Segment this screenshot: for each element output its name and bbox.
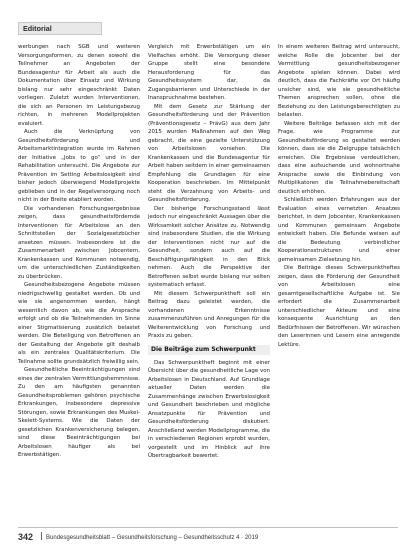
- body-paragraph: Schließlich werden Erfahrungen aus der Evaluation eines vernetzten Ansatzes berichtet, in dem Jobcenter, Krankenkassen und Kommunen gemeinsam Angebote entwickelt haben. Die Befunde weisen auf die Bedeutung verbindlicher Kooperationsstrukturen und einer gemeinsamen Zielsetzung hin.: [278, 197, 400, 263]
- body-paragraph: Auch die Verknüpfung von Gesundheitsförderung und Arbeitsmarktintegration wurde im Rahmen der Initiative „Jobs to go“ und in der Rehabilitation untersucht. Die Angebote zur Prävention im Setting Arbeitslosigkeit sind bisher jedoch überwiegend Modellprojekte geblieben und in der Regelversorgung noch nicht in der Breite etabliert worden.: [18, 129, 140, 203]
- body-paragraph: werbungen nach SGB und weiteren Versorgungsformen, zu denen sowohl die Teilnehmer an Angeboten der Bundesagentur für Arbeit als auch die Dokumentation über Einsatz und Wirkung bislang nur sehr eingeschränkt Daten vorliegen. Zuletzt wurden Interventionen, die sich an Personen im Leistungsbezug richten, in mehreren Modellprojekten evaluiert.: [18, 44, 140, 127]
- footer-divider: [18, 527, 398, 528]
- text-column-1: [18, 43, 140, 523]
- journal-citation: Bundesgesundheitsblatt – Gesundheitsforschung – Gesundheitsschutz 4 · 2019: [46, 535, 259, 541]
- text-column-3: [278, 43, 400, 523]
- body-paragraph: Mit dem Gesetz zur Stärkung der Gesundheitsförderung und der Prävention (Präventionsgesetz – PrävG) aus dem Jahr 2015 wurden Maßnahmen auf den Weg gebracht, die eine gezielte Unterstützung von Arbeitslosen vorsehen. Die Krankenkassen und die Bundesagentur für Arbeit haben seitdem in einer gemeinsamen Empfehlung die Grundlagen für eine Kooperation beschrieben. Im Mittelpunkt steht die Verzahnung von Arbeits- und Gesundheitsförderung.: [148, 103, 270, 203]
- body-paragraph: Die Beiträge dieses Schwerpunktheftes zeigen, dass die Förderung der Gesundheit von Arbeitslosen eine gesamtgesellschaftliche Aufgabe ist. Sie erfordert die Zusammenarbeit unterschiedlicher Akteure und eine konsequente Ausrichtung an den Bedürfnissen der Betroffenen. Wir wünschen den Leserinnen und Lesern eine anregende Lektüre.: [278, 265, 400, 348]
- section-heading: Die Beiträge zum Schwerpunkt: [148, 345, 270, 355]
- body-paragraph: Mit diesem Schwerpunktheft soll ein Beitrag dazu geleistet werden, die vorhandenen Erkenntnisse zusammenzuführen und Anregungen für die Weiterentwicklung von Forschung und Praxis zu geben.: [148, 290, 270, 339]
- body-paragraph: Die vorhandenen Forschungsergebnisse zeigen, dass gesundheitsfördernde Interventionen für Arbeitslose an den Schnittstellen der Sozialgesetzbücher ansetzen müssen. Insbesondere ist die Zusammenarbeit zwischen Jobcentern, Krankenkassen und Kommunen notwendig, um die unterschiedlichen Zuständigkeiten zu überbrücken.: [18, 205, 140, 280]
- body-paragraph: Gesundheitsbezogene Angebote müssen niedrigschwellig gestaltet werden. Ob und wie sie angenommen werden, hängt wesentlich davon ab, wie die Ansprache erfolgt und ob die Teilnehmenden im Sinne einer Stigmatisierung zusätzlich belastet werden. Die Beteiligung von Betroffenen an der Gestaltung der Angebote gilt deshalb als ein zentrales Qualitätskriterium. Die Teilnahme sollte grundsätzlich freiwillig sein.: [18, 282, 140, 365]
- body-paragraph: Das Schwerpunktheft beginnt mit einer Übersicht über die gesundheitliche Lage von Arbeitslosen in Deutschland. Auf Grundlage aktueller Daten werden die Zusammenhänge zwischen Erwerbslosigkeit und Gesundheit beschrieben und mögliche Ansatzpunkte für Prävention und Gesundheitsförderung diskutiert. Anschließend werden Modellprogramme, die in verschiedenen Regionen erprobt wurden, vorgestellt und im Hinblick auf ihre Übertragbarkeit bewertet.: [148, 359, 270, 459]
- text-column-2: [148, 43, 270, 523]
- page-footer: [18, 531, 398, 543]
- section-tag: Editorial: [18, 22, 102, 35]
- footer-separator: [41, 532, 42, 540]
- body-paragraph: Weitere Beiträge befassen sich mit der Frage, wie Programme zur Gesundheitsförderung so gestaltet werden können, dass sie die Zielgruppe tatsächlich erreichen. Die Ergebnisse verdeutlichen, dass eine aufsuchende und wohnortnahe Ansprache sowie die Einbindung von Multiplikatoren die Teilnahmebereitschaft deutlich erhöhen.: [278, 120, 400, 195]
- body-paragraph: Der bisherige Forschungsstand lässt jedoch nur eingeschränkt Aussagen über die Wirksamkeit solcher Ansätze zu. Notwendig sind insbesondere Studien, die die Wirkung der Interventionen nicht nur auf die Gesundheit, sondern auch auf die Beschäftigungsfähigkeit in den Blick nehmen. Auch die Perspektive der Betroffenen selbst wurde bislang nur selten systematisch erfasst.: [148, 205, 270, 288]
- body-paragraph: Vergleich mit Erwerbstätigen um ein Vielfaches erhöht. Die Versorgung dieser Gruppe stellt eine besondere Herausforderung für das Gesundheitssystem dar, da Zugangsbarrieren und Unterschiede in der Inanspruchnahme bestehen.: [148, 44, 270, 101]
- body-paragraph: In einem weiteren Beitrag wird untersucht, welche Rolle die Jobcenter bei der Vermittlung gesundheitsbezogener Angebote spielen können. Dabei wird deutlich, dass die Fachkräfte vor Ort häufig unsicher sind, wie sie gesundheitliche Themen ansprechen sollen, ohne die Beziehung zu den Leistungsberechtigten zu belasten.: [278, 44, 400, 118]
- page-number: 342: [18, 532, 34, 542]
- body-paragraph: Gesundheitliche Beeinträchtigungen sind eines der zentralen Vermittlungshemmnisse. Zu den am häufigsten genannten Gesundheitsproblemen gehören psychische Erkrankungen, insbesondere depressive Störungen, sowie Erkrankungen des Muskel-Skelett-Systems. Wie die Daten der gesetzlichen Krankenversicherung belegen, sind diese Beeinträchtigungen bei Arbeitslosen häufiger als bei Erwerbstätigen.: [18, 367, 140, 458]
